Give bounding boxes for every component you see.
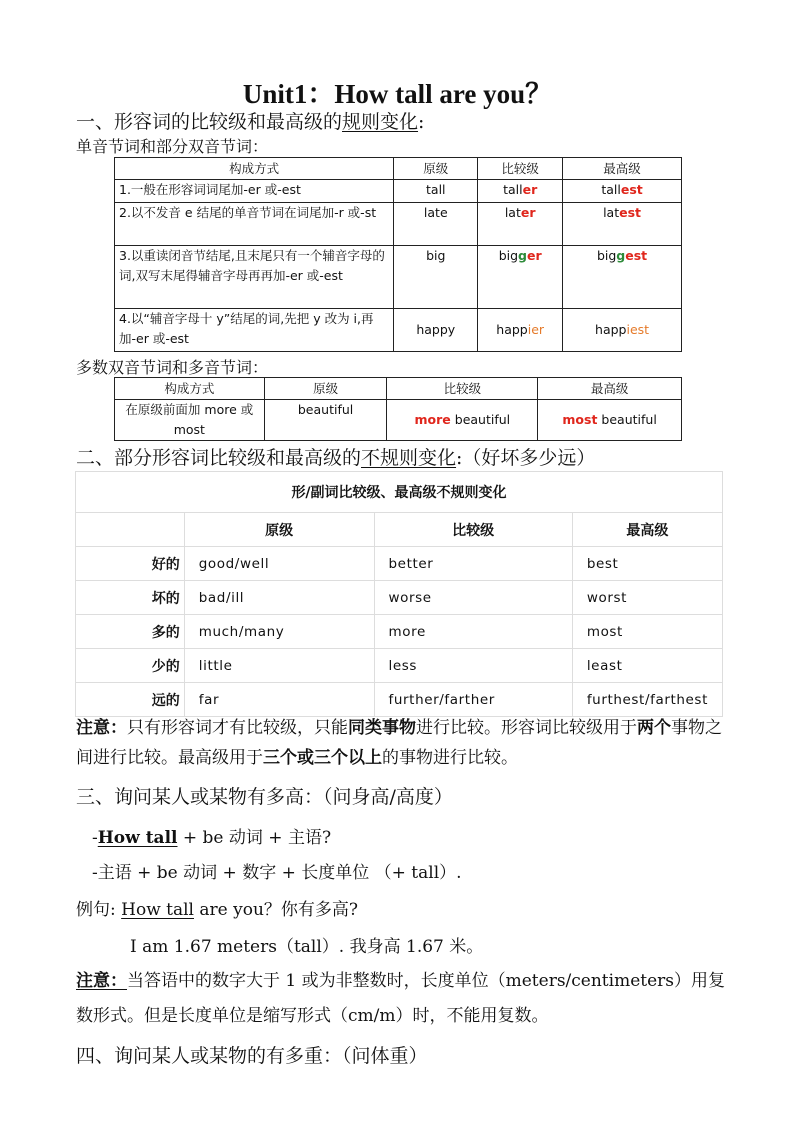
suffix: er xyxy=(526,248,542,263)
col-header-rule: 构成方式 xyxy=(115,158,394,180)
superlative-cell: furthest/farthest xyxy=(572,683,722,717)
base-cell: beautiful xyxy=(264,400,387,441)
col-header-rule: 构成方式 xyxy=(115,378,265,400)
word-stem: lat xyxy=(504,205,521,220)
note-emphasis: 同类事物 xyxy=(348,718,416,738)
col-header-comparative: 比较级 xyxy=(478,158,563,180)
base-cell: good/well xyxy=(184,547,374,581)
word-stem: tall xyxy=(601,182,621,197)
example-text: are you？你有多高? xyxy=(194,900,359,920)
section4-heading: 四、询问某人或某物的有多重：（问体重） xyxy=(76,1045,428,1067)
note-text: 事物之间进行比较。最高级用于 xyxy=(76,718,722,768)
section1-heading-text: 一、形容词的比较级和最高级的 xyxy=(76,111,343,133)
table-row xyxy=(76,547,723,581)
superlative-cell: worst xyxy=(572,581,722,615)
note-text: 只有形容词才有比较级，只能 xyxy=(127,718,348,738)
empty-corner-cell xyxy=(76,513,185,547)
base-cell: bad/ill xyxy=(184,581,374,615)
pattern-text: + be 动词 + 主语? xyxy=(177,828,332,848)
suffix: er xyxy=(522,182,538,197)
table-row xyxy=(115,309,682,352)
rule-cell: 2.以不发音 e 结尾的单音节词在词尾加-r 或-st xyxy=(115,203,394,246)
comparative-cell xyxy=(478,246,563,309)
comparative-cell: worse xyxy=(374,581,572,615)
page-title: Unit1：How tall are you？ xyxy=(242,79,553,109)
superlative-cell xyxy=(563,180,682,203)
section2-note xyxy=(76,713,726,773)
suffix: est xyxy=(619,205,642,220)
irregular-table xyxy=(75,471,723,717)
dash: - xyxy=(92,828,98,848)
table-row xyxy=(115,400,682,441)
example-keyword: How tall xyxy=(121,900,194,920)
section2-heading-text: 二、部分形容词比较级和最高级的 xyxy=(76,447,362,469)
superlative-cell xyxy=(538,400,682,441)
col-header-base: 原级 xyxy=(394,158,478,180)
comparative-cell xyxy=(478,309,563,352)
note-text: 进行比较。形容词比较级用于 xyxy=(416,718,637,738)
word: beautiful xyxy=(597,412,657,427)
superlative-cell: least xyxy=(572,649,722,683)
most-word: most xyxy=(562,412,598,427)
superlative-cell xyxy=(563,309,682,352)
base-cell: late xyxy=(394,203,478,246)
table-row xyxy=(76,615,723,649)
table-header-row xyxy=(76,513,723,547)
suffix: est xyxy=(620,182,643,197)
word-stem: happ xyxy=(496,322,528,337)
table-caption-row xyxy=(76,472,723,513)
suffix: er xyxy=(531,322,545,337)
comparative-cell xyxy=(478,180,563,203)
pattern-keyword: How tall xyxy=(97,828,178,848)
rule-cell: 在原级前面加 more 或 most xyxy=(115,400,265,441)
row-label: 少的 xyxy=(76,649,185,683)
word-stem: big xyxy=(596,248,617,263)
rule-cell: 1.一般在形容词词尾加-er 或-est xyxy=(115,180,394,203)
note-emphasis: 两个 xyxy=(637,718,671,738)
base-cell: tall xyxy=(394,180,478,203)
comparative-cell: less xyxy=(374,649,572,683)
changed-letter: i xyxy=(527,322,532,337)
comparative-cell xyxy=(387,400,538,441)
table-row xyxy=(115,203,682,246)
section3-heading: 三、询问某人或某物有多高：（问身高/高度） xyxy=(76,786,453,808)
rule-cell: 3.以重读闭音节结尾,且末尾只有一个辅音字母的词,双写末尾得辅音字母再再加-er 或-est xyxy=(115,246,394,309)
table-row xyxy=(76,649,723,683)
row-label: 坏的 xyxy=(76,581,185,615)
section2-heading xyxy=(76,443,595,470)
col-header-superlative: 最高级 xyxy=(563,158,682,180)
example-label: 例句: xyxy=(76,900,122,920)
section1-sub1: 单音节词和部分双音节词： xyxy=(76,137,269,156)
suffix: est xyxy=(625,248,648,263)
section1-heading-colon: : xyxy=(418,111,425,133)
table-row xyxy=(76,581,723,615)
multisyllable-table xyxy=(114,377,682,441)
superlative-cell xyxy=(563,246,682,309)
section2-heading-suffix: :（好坏多少远） xyxy=(456,447,596,469)
comparative-cell: better xyxy=(374,547,572,581)
word: beautiful xyxy=(450,412,511,427)
word-stem: tall xyxy=(503,182,523,197)
row-label: 多的 xyxy=(76,615,185,649)
comparative-cell: further/farther xyxy=(374,683,572,717)
base-cell: far xyxy=(184,683,374,717)
table-header-row xyxy=(115,378,682,400)
table-row xyxy=(76,683,723,717)
col-header-comparative: 比较级 xyxy=(387,378,538,400)
note-text: 当答语中的数字大于 1 或为非整数时，长度单位（meters/centimeters）用复数形式。但是长度单位是缩写形式（cm/m）时，不能用复数。 xyxy=(76,971,725,1026)
more-word: more xyxy=(414,412,451,427)
col-header-superlative: 最高级 xyxy=(572,513,722,547)
note-label: 注意： xyxy=(76,971,127,991)
regular-rules-table xyxy=(114,157,682,352)
rule-cell: 4.以“辅音字母十 y”结尾的词,先把 y 改为 i,再加-er 或-est xyxy=(115,309,394,352)
table-row xyxy=(115,246,682,309)
comparative-cell xyxy=(478,203,563,246)
pattern-answer: -主语 + be 动词 + 数字 + 长度单位 （+ tall）. xyxy=(92,863,462,883)
doubled-letter: g xyxy=(616,248,626,263)
table-caption: 形/副词比较级、最高级不规则变化 xyxy=(76,472,723,513)
row-label: 好的 xyxy=(76,547,185,581)
section1-heading xyxy=(76,107,424,134)
word-stem: lat xyxy=(603,205,620,220)
col-header-base: 原级 xyxy=(184,513,374,547)
base-cell: happy xyxy=(394,309,478,352)
superlative-cell: most xyxy=(572,615,722,649)
note-label: 注意： xyxy=(76,718,127,738)
section1-sub2: 多数双音节词和多音节词： xyxy=(76,358,269,377)
base-cell: much/many xyxy=(184,615,374,649)
example-answer: I am 1.67 meters（tall）. 我身高 1.67 米。 xyxy=(130,937,484,957)
col-header-comparative: 比较级 xyxy=(374,513,572,547)
note-text: 的事物进行比较。 xyxy=(382,748,518,768)
table-header-row xyxy=(115,158,682,180)
doubled-letter: g xyxy=(518,248,527,263)
base-cell: big xyxy=(394,246,478,309)
word-stem: happ xyxy=(595,322,627,337)
section2-heading-underlined: 不规则变化 xyxy=(361,447,457,469)
suffix: est xyxy=(629,322,650,337)
section1-heading-underlined: 规则变化 xyxy=(342,111,419,133)
table-row xyxy=(115,180,682,203)
pattern-question xyxy=(92,823,331,848)
col-header-base: 原级 xyxy=(264,378,387,400)
col-header-superlative: 最高级 xyxy=(538,378,682,400)
word-stem: big xyxy=(498,248,519,263)
section3-note xyxy=(76,964,726,1034)
superlative-cell xyxy=(563,203,682,246)
base-cell: little xyxy=(184,649,374,683)
row-label: 远的 xyxy=(76,683,185,717)
suffix: er xyxy=(520,205,536,220)
changed-letter: i xyxy=(626,322,630,337)
example-sentence xyxy=(76,895,358,920)
note-emphasis: 三个或三个以上 xyxy=(263,748,382,768)
superlative-cell: best xyxy=(572,547,722,581)
comparative-cell: more xyxy=(374,615,572,649)
